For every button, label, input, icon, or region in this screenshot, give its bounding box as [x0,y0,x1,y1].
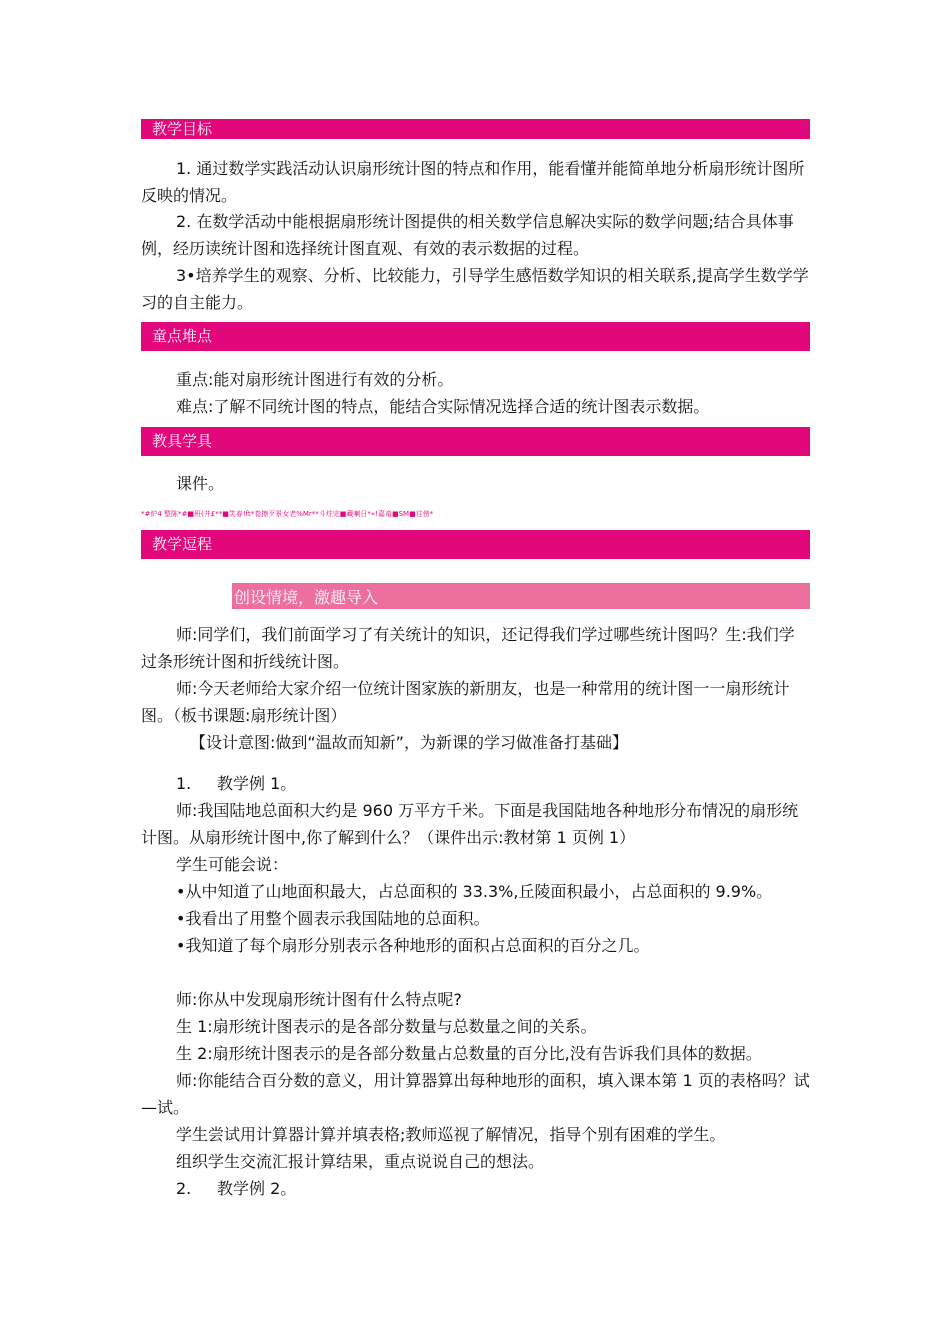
key-points-heading: 童点堆点 [141,322,810,351]
example2-number: 2. [176,1179,192,1198]
tools-text: 课件。 [176,474,225,493]
focus-point: 重点:能对扇形统计图进行有效的分析。 [176,370,454,389]
discussion-line-2: 生 1:扇形统计图表示的是各部分数量与总数量之间的关系。 [176,1017,597,1036]
objective-item-3: 3•培养学生的观察、分析、比较能力，引导学生感悟数学知识的相关联系,提高学生数学学习的自主能力。 [141,266,809,312]
example2-label: 教学例 2。 [217,1179,297,1198]
after-line-1: 学生尝试用计算器计算并填表格;教师巡视了解情况，指导个别有困难的学生。 [176,1125,726,1144]
process-sub-heading: 创设情境，激趣导入 [232,583,810,609]
intro-paragraph-2: 师:今天老师给大家介绍一位统计图家族的新朋友，也是一种常用的统计图一一扇形统计图。（板书课题:扇形统计图） [141,679,790,725]
bullet-item-1: •从中知道了山地面积最大，占总面积的 33.3%,丘陵面积最小，占总面积的 9.9%。 [176,882,773,901]
process-heading: 教学逗程 [141,530,810,559]
design-intent: 【设计意图:做到“温故而知新”，为新课的学习做准备打基础】 [190,733,628,752]
example1-number: 1. [176,774,192,793]
objective-item-2: 2. 在数学活动中能根据扇形统计图提供的相关数学信息解决实际的数学问题;结合具体事例，经历读统计图和选择统计图直观、有效的表示数据的过程。 [141,212,794,258]
students-may-say: 学生可能会说： [176,855,289,874]
bullet-item-3: •我知道了每个扇形分别表示各种地形的面积占总面积的百分之几。 [176,936,650,955]
example2-title [176,1175,296,1202]
example1-title [176,770,296,797]
calculator-task: 师:你能结合百分数的意义，用计算器算出每种地形的面积，填入课本第 1 页的表格吗？试—试。 [141,1071,810,1117]
tools-heading: 教具学具 [141,427,810,456]
difficulty-point: 难点:了解不同统计图的特点，能结合实际情况选择合适的统计图表示数据。 [176,397,710,416]
example1-paragraph: 师:我国陆地总面积大约是 960 万平方千米。下面是我国陆地各种地形分布情况的扇形统计图。从扇形统计图中,你了解到什么？（课件出示:教材第 1 页例 1） [141,801,799,847]
objective-item-1: 1. 通过数学实践活动认识扇形统计图的特点和作用，能看懂并能简单地分析扇形统计图所反映的情况。 [141,159,805,205]
discussion-line-3: 生 2:扇形统计图表示的是各部分数量占总数量的百分比,没有告诉我们具体的数据。 [176,1044,762,1063]
example1-label: 教学例 1。 [217,774,297,793]
objectives-heading: 教学目标 [141,119,810,139]
intro-paragraph-1: 师:同学们，我们前面学习了有关统计的知识，还记得我们学过哪些统计图吗？生:我们学过条形统计图和折线统计图。 [141,625,795,671]
bullet-item-2: •我看出了用整个圆表示我国陆地的总面积。 [176,909,490,928]
noise-line: *#炉4 整陈*#■班(井£**■笑春!ft*卷擦歹景女老%Mr**斗炷完■藏喇日*«!嘉竜■SM■往傍* [141,510,434,518]
after-line-2: 组织学生交流汇报计算结果，重点说说自己的想法。 [176,1152,545,1171]
discussion-line-1: 师:你从中发现扇形统计图有什么特点呢? [176,990,462,1009]
